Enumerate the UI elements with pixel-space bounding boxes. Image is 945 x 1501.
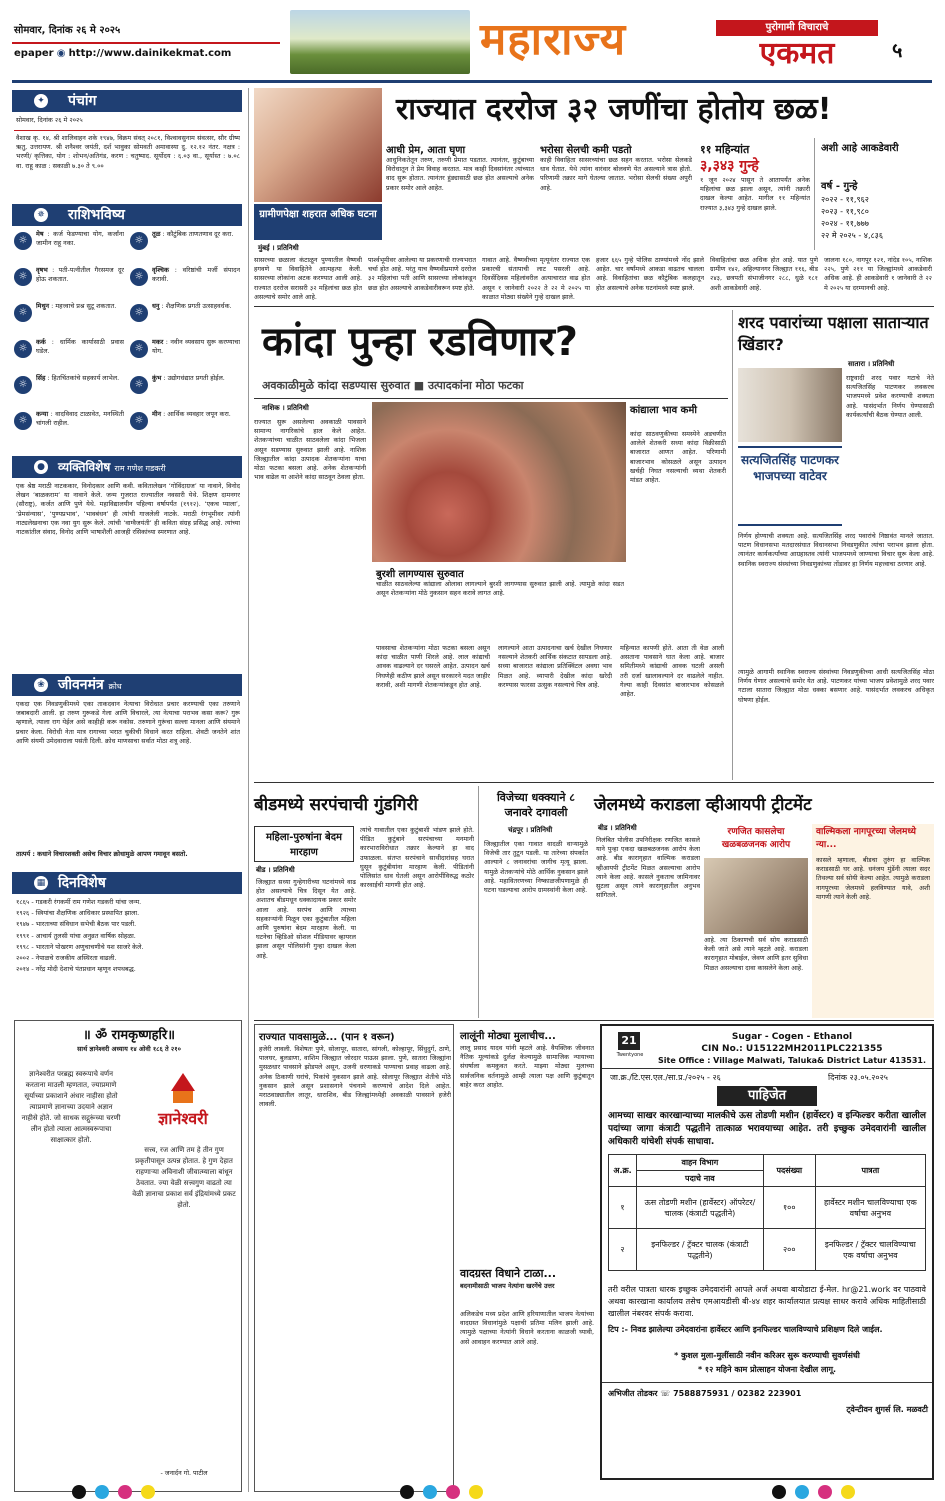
zodiac-sign-icon: ☼ bbox=[130, 232, 148, 250]
rashi-text bbox=[152, 410, 240, 444]
rashi-separator: : bbox=[163, 338, 171, 346]
onion-bottom-rule bbox=[254, 782, 934, 783]
rashi-desc: कर्ज फेडण्याचा योग, कर्जांना जामीन राहू नका. bbox=[36, 230, 124, 248]
rashi-name: मीन bbox=[152, 410, 162, 418]
lead-stat-value: ३,३४३ गुन्हे bbox=[700, 158, 759, 174]
lead-table-title: अशी आहे आकडेवारी bbox=[821, 143, 899, 154]
onion-deck bbox=[262, 378, 722, 393]
lead-stat-body: १ जून २०२४ पासून ते आतापर्यंत अनेक महिलांचा छळ झाला असून, त्यांनी तक्रारी दाखल केल्या आहेत. मागील ११ महिन्यांत राज्यात ३,३४३ गुन्हे दाखल झाले. bbox=[700, 176, 810, 212]
rashi-name: वृषभ bbox=[36, 266, 48, 274]
rashi-item bbox=[14, 410, 126, 446]
rashi-desc: शैक्षणिक प्रगती उत्साहवर्धक. bbox=[165, 302, 232, 310]
rashi-item bbox=[130, 302, 242, 338]
ramkrishnahari-box bbox=[14, 1020, 242, 1492]
masthead-rule bbox=[12, 42, 280, 44]
panchang-title: पंचांग bbox=[68, 93, 97, 109]
dinvishesh-item: १९२६ - स्त्रियांचा शैक्षणिक आधिकार प्रस्थापित झाला. bbox=[16, 909, 140, 918]
lead-sub2-title: भरोसा सेलची कमी पडतो bbox=[540, 145, 632, 156]
lead-table-row: २०२४ - ११,७७७ bbox=[821, 219, 869, 228]
vyaktivishesh-header bbox=[12, 456, 242, 478]
registration-dot-black-2 bbox=[400, 1485, 414, 1499]
onion-body-columns bbox=[254, 418, 728, 780]
company-logo-text: Twentyone bbox=[616, 1052, 644, 1058]
section-title: महाराज्य bbox=[480, 14, 627, 65]
rashi-item bbox=[14, 266, 126, 302]
lotus-icon: ❀ bbox=[34, 678, 48, 692]
jump-body: हजेरी लावली. विशेषतः पुणे, सोलापूर, सातारा, सांगली, कोल्हापूर, सिंधुदुर्ग, ठाणे, पालघर, बुलडाणा, वाशिम जिल्ह्यात जोरदार पाऊस झाला. पुणे, सातारा जिल्ह्यांना मुसळधार पावसाने झोडपले असून, उजनी धरणाकडे पाण्याचा प्रवाह वाढला आहे. अनेक ठिकाणी घरांचे, पिकांचे नुकसान झाले आहे. सोलापूर जिल्ह्यात शेतीचे मोठे नुकसान झाले असून प्रशासनाने पंचनामे करण्याचे आदेश दिले आहेत. मराठवाड्यातील लातूर, धाराशिव, बीड जिल्ह्यांमध्येही अवकाळी पावसाने हजेरी लावली. bbox=[259, 1045, 451, 1109]
rashi-item bbox=[130, 230, 242, 266]
rashi-grid bbox=[14, 230, 242, 446]
rashi-desc: पती-पत्नीतील गैरसमज दूर होऊ शकतात. bbox=[36, 266, 124, 284]
ad-table-row bbox=[609, 1229, 926, 1271]
ad-table-body bbox=[609, 1187, 926, 1271]
rashi-separator: : bbox=[48, 410, 56, 418]
lead-table-row: २२ मे २०२५ - ४,८३६ bbox=[821, 231, 883, 240]
lead-body-column: गावात आहे. वैष्णवीच्या मृत्यूनंतर राज्यात एक प्रकारची संतापाची लाट पसरली आहे. दिवसेंदिवस महिलांवरील अत्याचारात वाढ होत असून १ जानेवारी २०२२ ते २२ मे २०२५ या काळात मोठ्या संख्येने गुन्हे दाखल झाले. bbox=[482, 256, 590, 301]
rashi-text bbox=[152, 374, 240, 408]
calendar-icon: ✦ bbox=[34, 94, 48, 108]
registration-marks-mid bbox=[400, 1484, 487, 1501]
onion-body-column: महिन्यात कापणी होते. आता ती वेळ आली असताना पावसाने घात केला आहे. बाजार समितीमध्ये कांद्याची आवक घटली असली तरी दर्जा खालावल्याने दर वाढलेले नाहीत. गेल्या काही दिवसांत बाजारभाव कोसळले आहेत. bbox=[620, 644, 724, 699]
vyaktivishesh-body: एक श्रेष्ठ मराठी नाटककार, विनोदकार आणि कवी. कवितालेखन ‘गोविंदाग्रज’ या नावाने, विनोद लेखन ‘बाळकराम’ या नावाने केले. जन्म गुजरात राज्यातील नवसारी येथे. शिक्षण दामनगर (सौराष्ट्र), कर्जत आणि पुणे येथे. महाविद्यालयीन पहिल्या वर्षापर्यंत (१९१२). ‘एकच प्याला’, ‘प्रेमसंन्यास’, ‘पुण्यप्रभाव’, ‘भावबंधन’ ही त्यांची गाजलेली नाटके. मराठी रंगभूमीवर त्यांनी नाट्यलेखनाचा एक नवा युग सुरू केले. त्यांची ‘वाग्वैजयंती’ ही कविता संग्रह प्रसिद्ध आहे. त्यांच्या नाटकांतील संवाद, विनोद आणि भाषाशैली आजही रसिकांच्या स्मरणात आहे. bbox=[16, 482, 240, 537]
rashi-name: कन्या bbox=[36, 410, 49, 418]
registration-dot-magenta-2 bbox=[446, 1485, 460, 1499]
rashi-desc: कौटुंबिक ताणतणाव दूर करा. bbox=[166, 230, 234, 238]
ad-table-row bbox=[609, 1187, 926, 1229]
ad-contact bbox=[608, 1388, 926, 1399]
dnyaneshwari-logo bbox=[129, 1071, 237, 1141]
rashi-item bbox=[14, 338, 126, 374]
ad-cell-no: २ bbox=[609, 1229, 637, 1271]
rashi-desc: धार्मिक कार्यासाठी प्रवास घडेल. bbox=[36, 338, 124, 356]
globe-icon: ◉ bbox=[56, 48, 66, 59]
vyaktivishesh-subject: राम गणेश गडकरी bbox=[114, 464, 166, 473]
epaper-line bbox=[14, 48, 231, 59]
rashi-separator: : bbox=[161, 410, 168, 418]
lead-table-rows bbox=[821, 194, 931, 242]
beed-col2: त्यांचे गावातील एका कुटुंबाशी भांडण झाले होते. पीडित कुटुंबाने सरपंचाच्या मनमानी कारभाराविरोधात तक्रार केल्याने हा वाद उफाळला. संतप्त सरपंचाने साथीदारांसह घरात घुसून कुटुंबीयांना मारहाण केली. पीडितांनी पोलिसांत धाव घेतली असून आरोपींविरुद्ध कठोर कारवाईची मागणी होत आहे. bbox=[360, 826, 474, 890]
epaper-link[interactable]: http://www.dainikekmat.com bbox=[68, 48, 232, 59]
zodiac-sign-icon: ☼ bbox=[130, 376, 148, 394]
ad-ref: जा.क्र./टि.एस.एल./सा.प्र./२०२५ - २६ bbox=[610, 1073, 721, 1082]
ad-title: पाहिजेत bbox=[717, 1086, 817, 1106]
date-line: सोमवार, दिनांक २६ मे २०२५ bbox=[14, 25, 121, 36]
registration-marks-right bbox=[772, 1484, 859, 1501]
zodiac-sign-icon: ☼ bbox=[14, 304, 32, 322]
registration-dot-cyan-3 bbox=[795, 1485, 809, 1499]
onion-caption-title: बुरशी लागण्यास सुरुवात bbox=[376, 569, 464, 580]
vijay-headline: विजेच्या धक्क्याने ८ जनावरे दगावली bbox=[496, 791, 576, 819]
vijay-byline: चंद्रपूर । प्रतिनिधी bbox=[508, 826, 553, 834]
rashi-separator: : bbox=[43, 230, 54, 238]
rashi-title: राशिभविष्य bbox=[68, 207, 125, 223]
rashi-name: कर्क bbox=[36, 338, 46, 346]
ad-cell-post: इनफिल्डर / ट्रॅक्टर चालक (कंत्राटी पद्धतीने) bbox=[637, 1229, 764, 1271]
ad-rule-2 bbox=[602, 1382, 932, 1383]
lead-table-box bbox=[814, 138, 934, 250]
karad-byline: बीड । प्रतिनिधी bbox=[598, 824, 637, 832]
rashi-text bbox=[152, 266, 240, 300]
lalu-box bbox=[458, 1024, 596, 1492]
karad-side-box bbox=[812, 824, 934, 1018]
temple-icon bbox=[163, 1071, 203, 1105]
recruitment-ad bbox=[600, 1024, 934, 1480]
karad-bottom-rule bbox=[254, 1020, 934, 1021]
ad-rule-1 bbox=[602, 1068, 932, 1069]
masthead-landscape-image bbox=[290, 10, 470, 74]
rashi-name: वृश्चिक bbox=[152, 266, 169, 274]
lead-sub2-body: काही विवाहिता सासरच्यांचा छळ सहन करतात. भरोसा सेलकडे धाव घेतात. येथे त्यांना वारंवार बोलवणे येत असल्याने त्रास होतो. परिणामी तक्रार मागे घेतल्या जातात. भरोसा सेलची संख्या अपुरी आहे. bbox=[540, 156, 692, 192]
beed-tag: महिला-पुरुषांना बेदम मारहाण bbox=[254, 826, 354, 862]
ad-th-dept: वाहन विभाग bbox=[637, 1155, 764, 1171]
page-number: ५ bbox=[892, 38, 903, 62]
ramkrishnahari-col1: ज्ञानेश्वरीत परब्रह्म स्वरूपाचे वर्णन करताना माउली म्हणतात, ज्याप्रमाणे सूर्याच्या प्रकाशाने अंधार नाहीसा होतो त्याप्रमाणे ज्ञानाच्या उदयाने अज्ञान नाहीसे होते. जो साधक सद्गुरूंच्या चरणी लीन होतो त्याला आत्मस्वरूपाचा साक्षात्कार होतो. bbox=[21, 1070, 121, 1144]
beed-divider bbox=[478, 786, 479, 1018]
onion-price-body: कांदा साठवणुकीच्या समस्येने अडचणीत आलेले शेतकरी सध्या कांदा विक्रीसाठी बाजारात आणत आहेत. परिणामी बाजारभाव कोसळले असून उत्पादन खर्चही निघत नसल्याची व्यथा शेतकरी मांडत आहेत. bbox=[630, 430, 726, 485]
ad-line1: Sugar - Cogen - Ethanol bbox=[731, 1032, 853, 1042]
rashi-separator: : bbox=[45, 338, 60, 346]
pawar-divider bbox=[732, 310, 733, 780]
rashi-item bbox=[130, 266, 242, 302]
registration-dot-yellow-3 bbox=[841, 1485, 855, 1499]
lead-table-header: वर्ष - गुन्हे bbox=[821, 181, 858, 192]
ad-table bbox=[608, 1154, 926, 1271]
jump-box bbox=[254, 1024, 454, 1492]
onion-body-column: लागल्याने आता उत्पादनाचा खर्च देखील निघणार नसल्याने शेतकरी आर्थिक संकटात सापडला आहे. सध्या बाजारात कांद्याला प्रतिक्विंटल अवघा भाव मिळत आहे. व्यापारी देखील कांदा खरेदी करण्यास फारसा उत्सुक नसल्याचे चित्र आहे. bbox=[498, 644, 612, 689]
rashi-name: मकर bbox=[152, 338, 164, 346]
lalu-sub-body: अलिकडेच मध्य प्रदेश आणि हरियाणातील भाजप नेत्यांच्या वादग्रस्त विधानांमुळे पक्षाची प्रतिमा मलिन झाली आहे. त्यामुळे पक्षाच्या नेत्यांनी विधाने करताना काळजी घ्यावी, असे आवाहन करण्यात आले आहे. bbox=[460, 1310, 594, 1346]
vijay-col1: जिल्ह्यातील एका गावात वादळी वाऱ्यामुळे विजेची तार तुटून पडली. या तारेच्या संपर्कात आल्याने ८ जनावरांचा जागीच मृत्यू झाला. यामुळे शेतकऱ्यांचे मोठे आर्थिक नुकसान झाले आहे. महावितरणच्या निष्काळजीपणामुळे ही घटना घडल्याचा आरोप ग्रामस्थांनी केला आहे. bbox=[484, 840, 588, 895]
ad-th-count: पदसंख्या bbox=[763, 1155, 815, 1187]
ad-th-qual: पात्रता bbox=[815, 1155, 925, 1187]
jeevanmantra-subject: क्रोध bbox=[108, 682, 122, 691]
rashi-desc: वादविवाद टाळावेत, मनस्थिती चांगली राहील. bbox=[36, 410, 124, 428]
registration-dot-yellow bbox=[141, 1485, 155, 1499]
ad-cell-count: २०० bbox=[763, 1229, 815, 1271]
lead-table-row: २०२२ - ११,९६२ bbox=[821, 195, 869, 204]
pawar-byline: सातारा । प्रतिनिधी bbox=[848, 360, 895, 368]
ad-cin: CIN No.: U15122MH2011PLC221355 bbox=[701, 1044, 883, 1054]
rashi-desc: हितचिंतकांचे सहकार्य लाभेल. bbox=[51, 374, 120, 382]
ad-sign: ट्वेन्टीवन शुगर्स लि. मळवटी bbox=[846, 1405, 928, 1414]
karad-side-body: कासले म्हणाला, बीडचा तुरुंग हा वाल्मिक कराडसाठी घर आहे. धनंजय मुंडेंनी त्याला सदर तिथल्या सर्व सोयी केल्या आहेत. त्यामुळे कराडला नागपूरच्या जेलमध्ये हलविण्यात यावे, अशी मागणी त्याने केली आहे. bbox=[816, 856, 930, 901]
dinvishesh-item: १८६५ - गडकरी रंगकर्मी राम गणेश गडकरी यांचा जन्म. bbox=[16, 898, 142, 906]
zodiac-sign-icon: ☼ bbox=[130, 268, 148, 286]
rashi-text bbox=[36, 302, 124, 336]
karad-body2: आहे. त्या ठिकाणची सर्व सोय कराडसाठी केली जाते असे त्याने म्हटले आहे. कराडला कारागृहात मोबाईल, जेवण आणि इतर सुविधा मिळत असल्याचा दावा कासलेने केला आहे. bbox=[704, 936, 808, 972]
lead-headline: राज्यात दररोज ३२ जणींचा होतोय छळ! bbox=[396, 92, 832, 127]
beed-col1: जिल्ह्यात सध्या गुन्हेगारीच्या घटनांमध्ये वाढ होत असल्याचे चित्र दिसून येत आहे. अशातच बीडमधून धक्कादायक प्रकार समोर आला आहे. सरपंच आणि त्याच्या सहकाऱ्यांनी मिळून एका कुटुंबातील महिला आणि पुरुषांना बेदम मारहाण केली. या घटनेचा व्हिडिओ सोशल मीडियावर व्हायरल झाला असून पोलिसांनी गुन्हा दाखल केला आहे. bbox=[256, 878, 356, 960]
masthead bbox=[0, 0, 945, 84]
ad-date: दिनांक २३.०५.२०२५ bbox=[828, 1073, 888, 1082]
rashi-item bbox=[130, 374, 242, 410]
rashi-separator: : bbox=[160, 230, 167, 238]
onion-deck-left: अवकाळीमुळे कांदा सडण्यास सुरुवात bbox=[262, 379, 410, 392]
masthead-bottom-rule bbox=[12, 80, 932, 83]
zodiac-sign-icon: ☼ bbox=[14, 268, 32, 286]
rashi-name: धनु bbox=[152, 302, 160, 310]
ad-cell-qual: इनफिल्डर / ट्रॅक्टर चालविण्याचा एक वर्षाचा अनुभव bbox=[815, 1229, 925, 1271]
onion-body-column: राज्यात सुरू असलेल्या अवकाळी पावसाने सामान्य नागरिकांचे हाल केले आहेत. शेतकऱ्यांच्या चाळीत साठवलेला कांदा भिजला असून सडण्यास सुरुवात झाली आहे. नाशिक जिल्ह्यातील कांदा उत्पादक शेतकऱ्यांना याचा मोठा फटका बसला आहे. अनेक शेतकऱ्यांनी भाव वाढेल या आशेने कांदा साठवून ठेवला होता. bbox=[254, 418, 366, 482]
ad-perk1: * कुशल मुला-मुलींसाठी नवीन करिअर सुरू करण्याची सुवर्णसंधी bbox=[674, 1351, 860, 1360]
ad-th-no: अ.क्र. bbox=[609, 1155, 637, 1187]
zodiac-sign-icon: ☼ bbox=[130, 340, 148, 358]
vyaktivishesh-title: व्यक्तिविशेष bbox=[58, 460, 111, 474]
lead-bottom-rule bbox=[254, 306, 934, 307]
lead-body-column: पार्श्वभूमीवर आलेल्या या प्रकरणाची राज्यभरात चर्चा होत आहे. परंतु याच वैष्णवीप्रमाणे दररोज ३२ महिलांचा पती आणि सासरच्या लोकांकडून छळ होत असल्याचे आकडेवारीवरून स्पष्ट होते. bbox=[368, 256, 476, 292]
rashi-text bbox=[152, 302, 240, 336]
rashi-separator: : bbox=[45, 374, 52, 382]
rashi-name: तूळ bbox=[152, 230, 161, 238]
lalu-sub-title: वादग्रस्त विधाने टाळा... bbox=[460, 1267, 557, 1280]
ad-cell-count: १०० bbox=[763, 1187, 815, 1229]
lead-body-column: जालना १८०, नागपूर १२१, नांदेड १०५, नाशिक २२५, पुणे २११ या जिल्ह्यांमध्ये आकडेवारी अधिक आहे. ही आकडेवारी १ जानेवारी ते २२ मे २०२५ या दरम्यानची आहे. bbox=[824, 256, 932, 292]
pawar-body1: राष्ट्रवादी शरद पवार गटाचे नेते सत्यजितसिंह पाटणकर लवकरच भाजपमध्ये प्रवेश करण्याची शक्यता आहे. यासंदर्भात निर्णय घेण्यासाठी कार्यकर्त्यांची बैठक घेण्यात आली. bbox=[846, 374, 934, 419]
rashi-separator: : bbox=[168, 266, 183, 274]
panchang-date: सोमवार, दिनांक २६ मे २०२५ bbox=[16, 116, 83, 124]
harassment-illustration bbox=[254, 88, 382, 202]
dinvishesh-list bbox=[16, 898, 240, 976]
lead-body-column: सासरच्या छळाला कंटाळून पुण्यातील वैष्णवी हगवणे या विवाहितेने आत्महत्या केली. सासरच्या लोकांना अटक करण्यात आली आहे. राज्यात दररोज सरासरी ३२ महिलांचा छळ होत असल्याचे समोर आले आहे. bbox=[254, 256, 362, 301]
jump-headline: राज्यात पावसामुळे... (पान १ वरून) bbox=[259, 1032, 395, 1043]
rashi-text bbox=[36, 338, 124, 372]
rashi-text bbox=[152, 338, 240, 372]
dinvishesh-header bbox=[12, 872, 242, 894]
rashi-separator: : bbox=[161, 374, 168, 382]
dinvishesh-item: १९९१ - आचार्य तुलसी यांचा अनुव्रत वार्षिक सोहळा. bbox=[16, 931, 136, 940]
zodiac-sign-icon: ☼ bbox=[130, 304, 148, 322]
rashi-separator: : bbox=[159, 302, 166, 310]
karad-body1: निलंबित पोलीस उपनिरीक्षक रणजित कासले याने पुन्हा एकदा खळबळजनक आरोप केला आहे. बीड कारागृहात वाल्मिक कराडला व्हीआयपी ट्रीटमेंट मिळत असल्याचा आरोप त्याने केला आहे. कासले नुकताच जामिनावर सुटला असून त्याने कारागृहातील अनुभव सांगितले. bbox=[596, 836, 700, 900]
karad-headline: जेलमध्ये कराडला व्हीआयपी ट्रीटमेंट bbox=[594, 795, 812, 815]
rashi-desc: आर्थिक व्यवहार जपून करा. bbox=[167, 410, 231, 418]
rashi-text bbox=[36, 230, 124, 264]
ad-th-post: पदाचे नाव bbox=[637, 1171, 764, 1187]
lead-stat-label: ११ महिन्यांत bbox=[700, 143, 750, 156]
dinvishesh-item: १९९८ - भारताने पोखरण अणुचाचणीचे यश साजरे केले. bbox=[16, 942, 144, 951]
zodiac-sign-icon: ☼ bbox=[14, 412, 32, 430]
rashi-separator: : bbox=[47, 266, 59, 274]
rashi-name: मेष bbox=[36, 230, 44, 238]
pawar-photo bbox=[738, 368, 842, 442]
registration-dot-magenta-3 bbox=[818, 1485, 832, 1499]
lead-sub1-body: आधुनिकतेतून तरुण, तरुणी प्रेमात पडतात. त्यानंतर, कुटुंबाच्या विरोधातून ते प्रेम विवाह करतात. मात्र काही दिवसांनंतर त्यांच्यात वाद सुरू होतात. त्यानंतर हुंड्यासाठी छळ होत असल्याचे अनेक प्रकार समोर आले आहेत. bbox=[386, 156, 534, 192]
square-bullet-icon: ■ bbox=[413, 379, 425, 392]
zodiac-sign-icon: ☼ bbox=[14, 340, 32, 358]
ad-site: Site Office : Village Malwati, Taluka& District Latur 413531. bbox=[657, 1056, 927, 1065]
lalu-headline: लालूंनी मोठ्या मुलाचीच... bbox=[460, 1031, 556, 1042]
registration-dot-magenta bbox=[118, 1485, 132, 1499]
registration-dot-yellow-2 bbox=[469, 1485, 483, 1499]
ad-intro: आमच्या साखर कारखान्याच्या मालकीचे ऊस तोडणी मशीन (हार्वेस्टर) व इन्फिल्डर करीता खालील पदांच्या जागा कंत्राटी पद्धतीने तात्काळ भरावयाच्या आहेत. तरी इच्छुक उमेदवारांनी खालील अधिकारी यांचेशी संपर्क साधावा. bbox=[608, 1111, 926, 1147]
panchang-header bbox=[12, 90, 242, 112]
onion-deck-right: उत्पादकांना मोठा फटका bbox=[428, 379, 524, 392]
dinvishesh-item: १९४७ - भारताच्या संविधान सभेची बैठक पार पडली. bbox=[16, 920, 137, 929]
lead-body-column: विवाहितांचा छळ अधिक होत आहे. यात पुणे ग्रामीण १४२, अहिल्यानगर जिल्ह्यात ११६, बीड २४३, छत्रपती संभाजीनगर २८८, धुळे १८१ अशी आकडेवारी आहे. bbox=[710, 256, 818, 292]
jeevanmantra-title: जीवनमंत्र bbox=[58, 677, 104, 693]
rashi-desc: नवीन व्यवसाय सुरू करण्याचा योग. bbox=[152, 338, 240, 356]
rashi-name: मिथुन bbox=[36, 302, 50, 310]
jeevanmantra-summary: तात्पर्य : कधाने विचारशक्ती असेच विचार क्रोधामुळे आपण गमावून बसतो. bbox=[16, 850, 188, 858]
phone-icon: ☏ bbox=[660, 1389, 671, 1398]
rashi-text bbox=[36, 374, 124, 408]
rashi-item bbox=[130, 338, 242, 374]
logo-icon: 21 bbox=[618, 1032, 640, 1050]
rashi-item bbox=[14, 374, 126, 410]
ad-contact-name: अभिजीत तोडकर bbox=[608, 1389, 658, 1398]
onion-byline: नाशिक । प्रतिनिधी bbox=[262, 404, 309, 412]
rashi-text bbox=[152, 230, 240, 264]
jeevanmantra-body: एकदा एक निवडणुकीमध्ये एका ताकदवान नेत्याचा विरोधात प्रचार करण्याची एका तरुणाने जबाबदारी आली. हा तरुण गुरूकडे गेला आणि विचारले, त्या नेत्याचा पराभव कसा करू? गुरू म्हणाले, त्याला राग येईल असे काहीही करू नकोस. तरुणाने गुरूंचा सल्ला मानला आणि संयमाने प्रचार केला. विरोधी नेता मात्र रागाच्या भरात चुकीची विधाने करत राहिला. शेवटी जनतेने शांत आणि संयमी उमेदवाराला पसंती दिली. क्रोध माणसाचा सर्वात मोठा शत्रू आहे. bbox=[16, 700, 240, 745]
rashi-left-column bbox=[14, 230, 126, 446]
left-column-divider bbox=[248, 88, 249, 1492]
onion-body-column: पावसाचा शेतकऱ्यांना मोठा फटका बसला असून कांदा चाळीत पाणी शिरले आहे. लाल कांद्याची आवक वाढल्याने दर घसरले आहेत. उत्पादन खर्च निघणेही कठीण झाले असून सरकारने मदत जाहीर करावी, अशी मागणी शेतकऱ्यांकडून होत आहे. bbox=[376, 644, 490, 689]
zodiac-sign-icon: ☼ bbox=[130, 412, 148, 430]
rashi-desc: वरिष्ठांची मर्जी संपादन करावी. bbox=[152, 266, 240, 284]
dinvishesh-item: २०१४ - नरेंद्र मोदी देशाचे पंतप्रधान म्हणून शपथबद्ध. bbox=[16, 965, 136, 974]
ad-footer: तरी वरील पात्रता धारक इच्छुक उमेदवारांनी आपले अर्ज अथवा बायोडाटा ई-मेल. hr@21.work वर पाठवावे अथवा कारखाना कार्यालय तसेच एमआयडीसी बी-४४ शहर कार्यालयात प्रत्यक्ष साधर करावे अधिक माहितीसाठी खालील नंबरवर संपर्क करावा. bbox=[608, 1285, 926, 1318]
rashi-item bbox=[14, 230, 126, 266]
lalu-sub-lead: बदनामीसाठी भाजप नेत्यांना खरगेंचे उत्तर bbox=[460, 1282, 555, 1290]
rural-urban-tag: ग्रामीणपेक्षा शहरात अधिक घटना bbox=[254, 204, 382, 240]
pawar-body3: त्यामुळे आगामी स्थानिक स्वराज्य संस्थांच्या निवडणुकीच्या आधी सत्यजितसिंह मोठा निर्णय घेणार असल्याचे समोर येत आहे. पाटणकर यांच्या भाजप प्रवेशामुळे शरद पवार गटाला सातारा जिल्ह्यात मोठा धक्का बसणार आहे. यासंदर्भात लवकरच अधिकृत घोषणा होईल. bbox=[738, 668, 934, 704]
ad-cell-qual: हार्वेस्टर मशीन चालविण्याचा एक वर्षाचा अनुभव bbox=[815, 1187, 925, 1229]
zodiac-sign-icon: ☼ bbox=[14, 232, 32, 250]
onion-headline: कांदा पुन्हा रडविणार? bbox=[262, 319, 579, 365]
lead-body-column: हजार ६६५ गुन्हे पोलिस ठाण्यांमध्ये नोंद झाले आहेत. चार वर्षांमध्ये आकडा वाढतच चालला आहे. विवाहितांचा छळ कौटुंबिक कलहातून होत असल्याचे अनेक घटनांमध्ये स्पष्ट झाले. bbox=[596, 256, 704, 292]
calendar-day-icon: ▦ bbox=[34, 876, 48, 890]
rashi-item bbox=[14, 302, 126, 338]
ad-cell-no: १ bbox=[609, 1187, 637, 1229]
lead-body-columns bbox=[254, 256, 934, 304]
registration-dot-black-3 bbox=[772, 1485, 786, 1499]
zodiac-sign-icon: ☼ bbox=[14, 376, 32, 394]
brand-tagline: पुरोगामी विचाराचे bbox=[716, 20, 878, 36]
dinvishesh-title: दिनविशेष bbox=[58, 875, 106, 891]
rashi-item bbox=[130, 410, 242, 446]
dnyaneshwari-logo-text: ज्ञानेश्वरी bbox=[158, 1109, 208, 1128]
panchang-body: वैशाख कृ. १४, श्री शालिवाहन शके १९४७, विक्रम संवत् २०८१, विश्वावसुनाम संवत्सर, सौर ग्रीष्म ऋतु, उत्तरायण. श्री शनैश्वर जयंती, दर्श भावुका सोमवती अमावास्या दु. १२.१२ नंतर. नक्षत्र : भरणी/ कृत्तिका, योग : शोभन/अतिगंड, करण : चतुष्पाद. सूर्योदय : ६.०३ वा., सूर्यास्त : ७.०८ वा. राहू काळ : सकाळी ७.३० ते ९.०० bbox=[16, 134, 240, 170]
company-logo bbox=[610, 1032, 650, 1064]
rashi-desc: उद्योगधंद्यात प्रगती होईल. bbox=[167, 374, 225, 382]
epaper-label: epaper bbox=[14, 48, 54, 59]
ad-note: टिप :- निवड झालेल्या उमेदवारांना हार्वेस्टर आणि इनफिल्डर चालविण्याचे प्रशिक्षण दिले जाईल. bbox=[608, 1325, 883, 1334]
rashi-header bbox=[12, 204, 242, 226]
ad-contact-phones: 7588875931 / 02382 223901 bbox=[673, 1389, 802, 1398]
lead-byline: मुंबई । प्रतिनिधी bbox=[258, 244, 299, 252]
ramkrishnahari-col2: सत्त्व, रज आणि तम हे तीन गुण प्रकृतीपासून उत्पन्न होतात. हे गुण देहात राहणाऱ्या अविनाशी जीवात्म्याला बांधून ठेवतात. ज्या वेळी सत्त्वगुण वाढतो त्या वेळी ज्ञानाचा प्रकाश सर्व इंद्रियांमध्ये प्रकट होतो. bbox=[132, 1146, 236, 1209]
registration-dot-cyan bbox=[95, 1485, 109, 1499]
brand-name: एकमत bbox=[759, 36, 835, 71]
registration-marks bbox=[72, 1484, 159, 1501]
pawar-body2: निर्णय होण्याची शक्यता आहे. सत्यजितसिंह शरद पवारांचे निष्ठावंत मानले जातात. पाटण विधानसभा मतदारसंघात विधानसभा निवडणुकीत त्यांचा पराभव झाला होता. त्यानंतर कार्यकर्त्यांच्या आग्रहास्तव त्यांनी भाजपमध्ये जाण्याचा विचार सुरू केला आहे. स्थानिक स्वराज्य संस्थांच्या निवडणुकांच्या तोंडावर हा निर्णय महत्त्वाचा ठरणार आहे. bbox=[738, 532, 934, 568]
dinvishesh-item: २००२ - नेपाळचे राजकीय अस्थिरता वाढली. bbox=[16, 954, 117, 963]
onion-caption-body: चाळीत साठवलेल्या कांद्याला ओलावा लागल्याने बुरशी लागण्यास सुरुवात झाली आहे. त्यामुळे कांदा सडत असून शेतकऱ्यांना मोठे नुकसान सहन करावे लागत आहे. bbox=[376, 580, 624, 598]
ad-cell-post: ऊस तोडणी मशीन (हार्वेस्टर) ऑपरेटर/चालक (कंत्राटी पद्धतीने) bbox=[637, 1187, 764, 1229]
karad-photo bbox=[704, 858, 808, 934]
beed-byline: बीड । प्रतिनिधी bbox=[256, 866, 295, 874]
karad-subtitle: रणजित कासलेचा खळबळजनक आरोप bbox=[721, 827, 791, 850]
rashi-separator: : bbox=[49, 302, 56, 310]
rashi-desc: महत्त्वाचे प्रश्न सुटू शकतात. bbox=[55, 302, 117, 310]
lead-sub1-title: आधी प्रेम, आता घृणा bbox=[386, 145, 466, 156]
panchang-rule bbox=[14, 130, 240, 131]
ramkrishnahari-author: - जनार्दन गो. पाटील bbox=[160, 1469, 208, 1477]
ad-perk2: * १२ महिने काम प्रोत्साहन योजना देखील लागू. bbox=[697, 1365, 837, 1374]
ramkrishnahari-title: ॥ ॐ रामकृष्णहरि॥ bbox=[82, 1028, 176, 1043]
beed-headline: बीडमध्ये सरपंचाची गुंडगिरी bbox=[254, 795, 418, 815]
ramkrishnahari-subtitle: सार्थ ज्ञानेश्वरी अध्याय १४ ओवी १८६ ते २१० bbox=[77, 1045, 181, 1053]
lead-table-row: २०२३ - ११,९८० bbox=[821, 207, 869, 216]
rashi-text bbox=[36, 410, 124, 444]
jeevanmantra-header bbox=[12, 674, 242, 696]
registration-dot-cyan-2 bbox=[423, 1485, 437, 1499]
registration-dot-black bbox=[72, 1485, 86, 1499]
person-icon: ● bbox=[34, 460, 48, 474]
onion-price-title: कांद्याला भाव कमी bbox=[630, 405, 697, 416]
rashi-name: कुंभ bbox=[152, 374, 162, 382]
lalu-body: लालू प्रसाद यादव यांनी म्हटले आहे. वैयक्तिक जीवनात नैतिक मूल्यांकडे दुर्लक्ष केल्यामुळे सामाजिक न्यायाच्या संघर्षाला कमकुवत करते. माझ्या मोठ्या मुलाच्या सार्वजनिक वर्तनामुळे आम्ही त्याला पक्ष आणि कुटुंबातून बाहेर करत आहोत. bbox=[460, 1044, 594, 1089]
rashi-right-column bbox=[130, 230, 242, 446]
zodiac-icon: ✵ bbox=[34, 208, 48, 222]
rashi-name: सिंह bbox=[36, 374, 46, 382]
rashi-text bbox=[36, 266, 124, 300]
pawar-headline: शरद पवारांच्या पक्षाला साताऱ्यात खिंडार? bbox=[738, 313, 929, 354]
onion-rule bbox=[254, 398, 728, 399]
pawar-quote: सत्यजितसिंह पाटणकर भाजपच्या वाटेवर bbox=[738, 446, 842, 526]
karad-side-title: वाल्मिकला नागपूरच्या जेलमध्ये न्या... bbox=[816, 827, 916, 850]
